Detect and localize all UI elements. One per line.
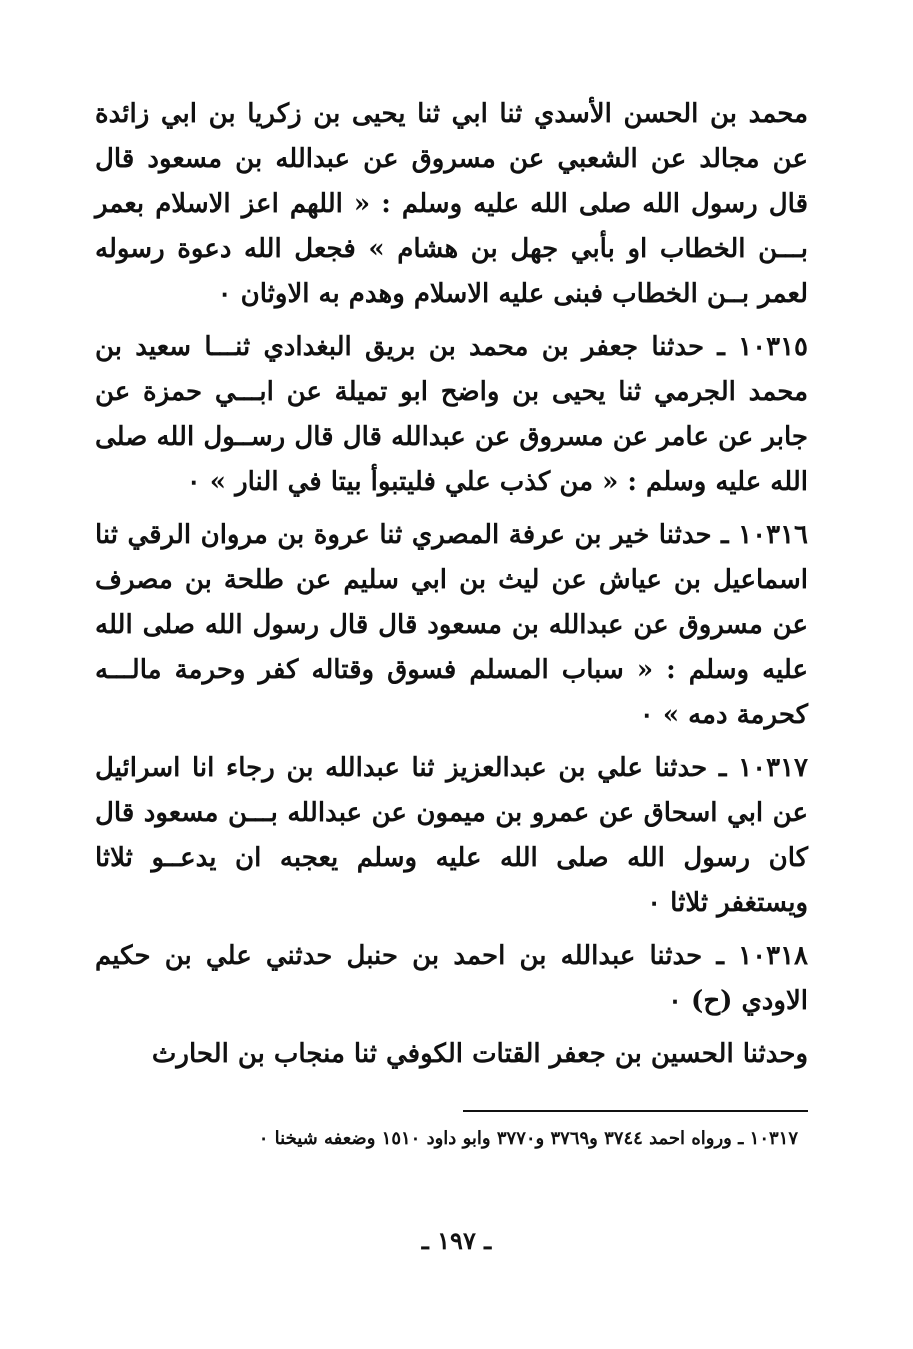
- paragraph-hadith-10315: ١٠٣١٥ ـ حدثنا جعفر بن محمد بن بريق البغدادي ثنـــا سعيد بن محمد الجرمي ثنا يحيى بن واضح ابو تميلة عن ابـــي حمزة عن جابر عن عامر عن مسروق عن عبدالله قال قال رســول الله صلى الله عليه وسلم : « من كذب علي فليتبوأ بيتا في النار » ٠: [95, 332, 808, 497]
- footnote: ١٠٣١٧ ـ ورواه احمد ٣٧٤٤ و٣٧٦٩ و٣٧٧٠ وابو داود ١٥١٠ وضعفه شيخنا ٠: [258, 1128, 798, 1149]
- paragraph-hadith-10318: ١٠٣١٨ ـ حدثنا عبدالله بن احمد بن حنبل حدثني علي بن حكيم الاودي (ح) ٠: [95, 941, 808, 1016]
- page-number: ـ ١٩٧ ـ: [421, 1226, 492, 1255]
- paragraph-hadith-10317: ١٠٣١٧ ـ حدثنا علي بن عبدالعزيز ثنا عبدالله بن رجاء انا اسرائيل عن ابي اسحاق عن عمرو بن ميمون عن عبدالله بـــن مسعود قال كان رسول الله صلى الله عليه وسلم يعجبه ان يدعــو ثلاثا ويستغفر ثلاثا ٠: [95, 753, 809, 918]
- paragraph-hadith-10316: ١٠٣١٦ ـ حدثنا خير بن عرفة المصري ثنا عروة بن مروان الرقي ثنا اسماعيل بن عياش عن ليث بن ابي سليم عن طلحة بن مصرف عن مسروق عن عبدالله بن مسعود قال قال رسول الله صلى الله عليه وسلم : « سباب المسلم فسوق وقتاله كفر وحرمة مالـــه كحرمة دمه » ٠: [95, 520, 809, 730]
- footnote-divider: [463, 1110, 808, 1112]
- paragraph-hadith-10318-second-chain: وحدثنا الحسين بن جعفر القتات الكوفي ثنا منجاب بن الحارث: [151, 1039, 808, 1069]
- paragraph-continuation: محمد بن الحسن الأسدي ثنا ابي ثنا يحيى بن زكريا بن ابي زائدة عن مجالد عن الشعبي عن مسروق عن عبدالله بن مسعود قال قال رسول الله صلى الله عليه وسلم : « اللهم اعز الاسلام بعمر بـــن الخطاب او بأبي جهل بن هشام » فجعل الله دعوة رسوله لعمر بــن الخطاب فبنى عليه الاسلام وهدم به الاوثان ٠: [95, 99, 808, 309]
- main-text: [95, 92, 808, 1349]
